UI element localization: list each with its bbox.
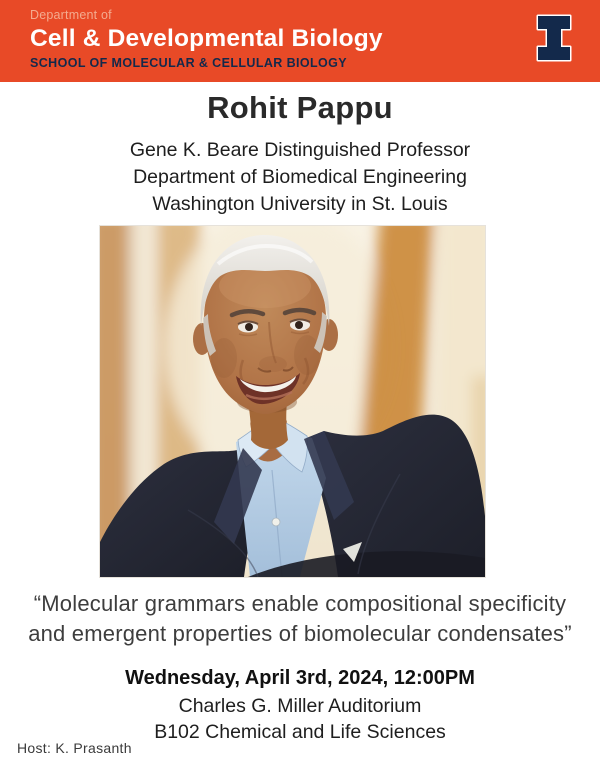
- event-datetime: Wednesday, April 3rd, 2024, 12:00PM: [125, 667, 475, 689]
- speaker-photo: [100, 226, 485, 577]
- illinois-block-i-icon: [535, 13, 573, 63]
- department-title: Cell & Developmental Biology: [30, 25, 383, 52]
- speaker-title-line: Gene K. Beare Distinguished Professor: [129, 139, 471, 161]
- host-note: Host: K. Prasanth: [17, 740, 132, 756]
- speaker-affiliation: [0, 137, 600, 218]
- school-subtitle: SCHOOL OF MOLECULAR & CELLULAR BIOLOGY: [30, 56, 348, 70]
- header-banner: [0, 0, 600, 82]
- event-room: B102 Chemical and Life Sciences: [154, 721, 446, 743]
- speaker-university-line: Washington University in St. Louis: [152, 193, 448, 215]
- talk-quote: [0, 589, 600, 649]
- talk-quote-line2: and emergent properties of biomolecular condensates”: [28, 621, 572, 646]
- speaker-name: Rohit Pappu: [207, 90, 393, 125]
- speaker-department-line: Department of Biomedical Engineering: [133, 166, 467, 188]
- department-eyebrow: Department of: [30, 8, 112, 22]
- event-venue: Charles G. Miller Auditorium: [178, 695, 422, 717]
- talk-quote-line1: “Molecular grammars enable compositional specificity: [33, 591, 567, 616]
